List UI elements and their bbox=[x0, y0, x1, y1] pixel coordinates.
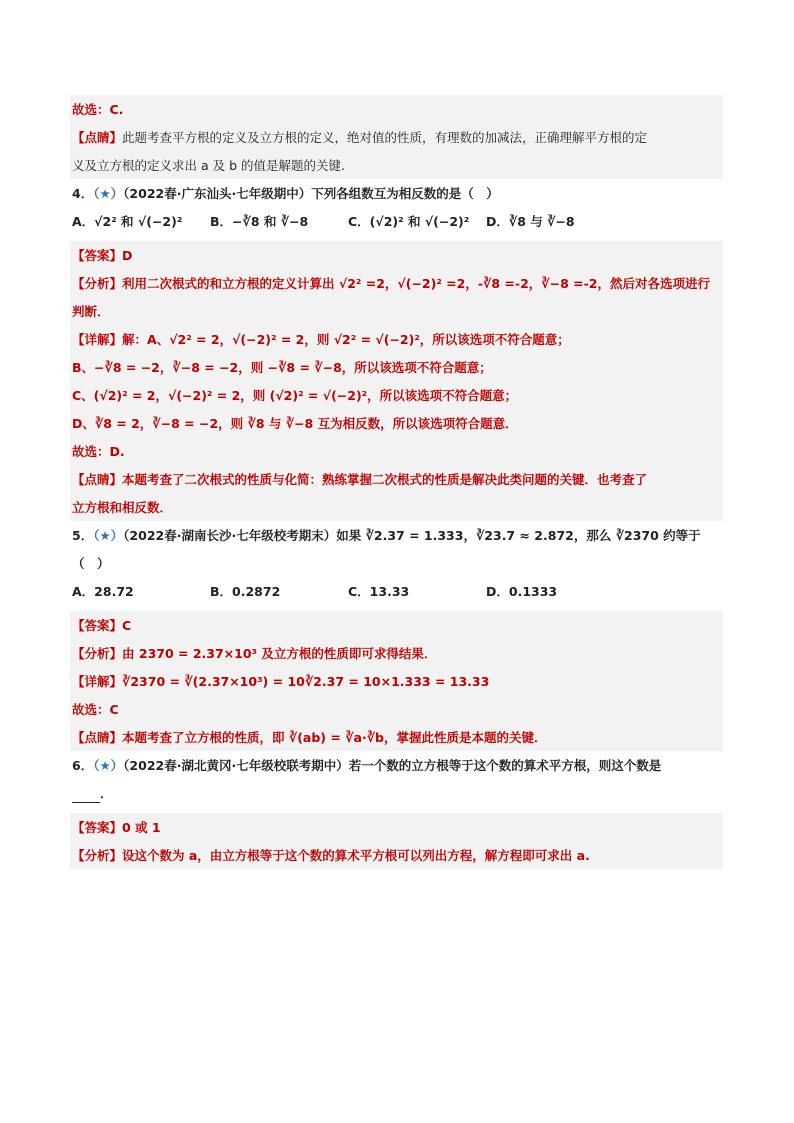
q3-solution-block bbox=[70, 95, 723, 179]
q4-analysis-line-1 bbox=[70, 269, 723, 297]
q5-number: 5． bbox=[72, 528, 94, 543]
q5-option-d: D．0.1333 bbox=[486, 584, 558, 599]
q5-analysis-tag: 【分析】 bbox=[72, 646, 123, 661]
q4-detail-line-d bbox=[70, 409, 723, 437]
q4-analysis-tag: 【分析】 bbox=[72, 276, 123, 291]
q4-source: （2022春·广东汕头·七年级期中）下列各组数互为相反数的是（ ） bbox=[123, 186, 499, 201]
q4-detail-text-c: C、(√2)² = 2，√(−2)² = 2，则 (√2)² = √(−2)²，所以该选项不符合题意； bbox=[72, 388, 518, 403]
q5-comment-line bbox=[70, 723, 723, 751]
q5-option-c: C．13.33 bbox=[348, 584, 410, 599]
q5-choice-line bbox=[70, 695, 723, 723]
q4-comment-tag: 【点睛】 bbox=[72, 472, 123, 487]
q4-answer: D bbox=[122, 248, 133, 263]
q6-answer-blank bbox=[72, 790, 100, 803]
q4-comment-line-1 bbox=[70, 465, 723, 493]
q3-comment-line-2 bbox=[70, 151, 723, 179]
q5-comment-text: 本题考查了立方根的性质，即 ∛(ab) = ∛a·∛b，掌握此性质是本题的关键． bbox=[122, 730, 547, 745]
q6-solution-block bbox=[70, 813, 723, 869]
q4-option-d: D．∛8 与 ∛−8 bbox=[486, 214, 575, 229]
q3-comment-text-2: 义及立方根的定义求出 a 及 b 的值是解题的关键. bbox=[72, 158, 345, 173]
q5-detail-text: ∛2370 = ∛(2.37×10³) = 10∛2.37 = 10×1.333 = 13.33 bbox=[122, 674, 490, 689]
q6-analysis-tag: 【分析】 bbox=[72, 848, 123, 863]
q6-question-line-1 bbox=[70, 751, 723, 779]
q5-detail-tag: 【详解】 bbox=[72, 674, 123, 689]
q3-comment-line-1 bbox=[70, 123, 723, 151]
q5-source-2: （ ） bbox=[72, 556, 110, 571]
q3-choice-line bbox=[70, 95, 723, 123]
q6-answer: 0 或 1 bbox=[122, 820, 161, 835]
q4-analysis-text-2: 判断． bbox=[72, 304, 110, 319]
q5-analysis-text: 由 2370 = 2.37×10³ 及立方根的性质即可求得结果． bbox=[122, 646, 437, 661]
q5-comment-tag: 【点睛】 bbox=[72, 730, 123, 745]
q5-option-b: B．0.2872 bbox=[210, 584, 281, 599]
q6-analysis-text: 设这个数为 a，由立方根等于这个数的算术平方根可以列出方程，解方程即可求出 a. bbox=[122, 848, 590, 863]
q6-analysis-line bbox=[70, 841, 723, 869]
q4-choice-line bbox=[70, 437, 723, 465]
q5-answer-line bbox=[70, 611, 723, 639]
q5-solution-block bbox=[70, 611, 723, 751]
q4-analysis-line-2 bbox=[70, 297, 723, 325]
q6-star: （★） bbox=[93, 758, 124, 773]
q3-comment-text-1: 此题考查平方根的定义及立方根的定义，绝对值的性质，有理数的加减法，正确理解平方根的定 bbox=[122, 130, 648, 145]
q6-answer-line bbox=[70, 813, 723, 841]
q4-detail-line-c bbox=[70, 381, 723, 409]
q4-option-b: B．−∛8 和 ∛−8 bbox=[210, 214, 309, 229]
q6-tail: ． bbox=[100, 786, 113, 801]
q5-analysis-line bbox=[70, 639, 723, 667]
q5-answer: C bbox=[122, 618, 132, 633]
q4-detail-tag: 【详解】 bbox=[72, 332, 123, 347]
q5-choice: 故选：C bbox=[72, 702, 119, 717]
q5-option-a: A．28.72 bbox=[72, 584, 134, 599]
q4-answer-tag: 【答案】 bbox=[72, 248, 123, 263]
q4-star: （★） bbox=[93, 186, 124, 201]
q4-option-a: A．√2² 和 √(−2)² bbox=[72, 214, 183, 229]
q5-source-1: （2022春·湖南长沙·七年级校考期末）如果 ∛2.37 = 1.333，∛23.7 ≈ 2.872，那么 ∛2370 约等于 bbox=[123, 528, 701, 543]
q5-question-line-1 bbox=[70, 521, 723, 549]
q4-choice: 故选：D. bbox=[72, 444, 125, 459]
q5-question-line-2 bbox=[70, 549, 723, 577]
q6-number: 6． bbox=[72, 758, 94, 773]
q4-comment-line-2 bbox=[70, 493, 723, 521]
q4-detail-text-d: D、∛8 = 2，∛−8 = −2，则 ∛8 与 ∛−8 互为相反数，所以该选项符合题意． bbox=[72, 416, 518, 431]
q3-comment-tag: 【点睛】 bbox=[72, 130, 123, 145]
q4-detail-line-a bbox=[70, 325, 723, 353]
q4-solution-block bbox=[70, 241, 723, 521]
q4-question-line bbox=[70, 179, 723, 207]
q4-number: 4． bbox=[72, 186, 94, 201]
q4-answer-line bbox=[70, 241, 723, 269]
q6-question-line-2 bbox=[70, 779, 723, 807]
q6-source: （2022春·湖北黄冈·七年级校联考期中）若一个数的立方根等于这个数的算术平方根，则这个数是 bbox=[123, 758, 662, 773]
q4-comment-text-2: 立方根和相反数． bbox=[72, 500, 173, 515]
q5-detail-line bbox=[70, 667, 723, 695]
document-page bbox=[70, 95, 723, 869]
q4-comment-text-1: 本题考查了二次根式的性质与化简：熟练掌握二次根式的性质是解决此类问题的关键．也考查了 bbox=[122, 472, 648, 487]
q3-choice: 故选：C. bbox=[72, 102, 124, 117]
q6-answer-tag: 【答案】 bbox=[72, 820, 123, 835]
q5-star: （★） bbox=[93, 528, 124, 543]
q5-answer-tag: 【答案】 bbox=[72, 618, 123, 633]
q4-options-line bbox=[70, 207, 723, 235]
q4-detail-line-b bbox=[70, 353, 723, 381]
q4-analysis-text-1: 利用二次根式的和立方根的定义计算出 √2² =2，√(−2)² =2，-∛8 =-2，∛−8 =-2，然后对各选项进行 bbox=[122, 276, 710, 291]
q4-option-c: C．(√2)² 和 √(−2)² bbox=[348, 214, 470, 229]
q5-options-line bbox=[70, 577, 723, 605]
q4-detail-text-b: B、−∛8 = −2，∛−8 = −2，则 −∛8 = ∛−8，所以该选项不符合题意； bbox=[72, 360, 492, 375]
q4-detail-text-a: 解：A、√2² = 2，√(−2)² = 2，则 √2² = √(−2)²，所以该选项不符合题意； bbox=[122, 332, 570, 347]
